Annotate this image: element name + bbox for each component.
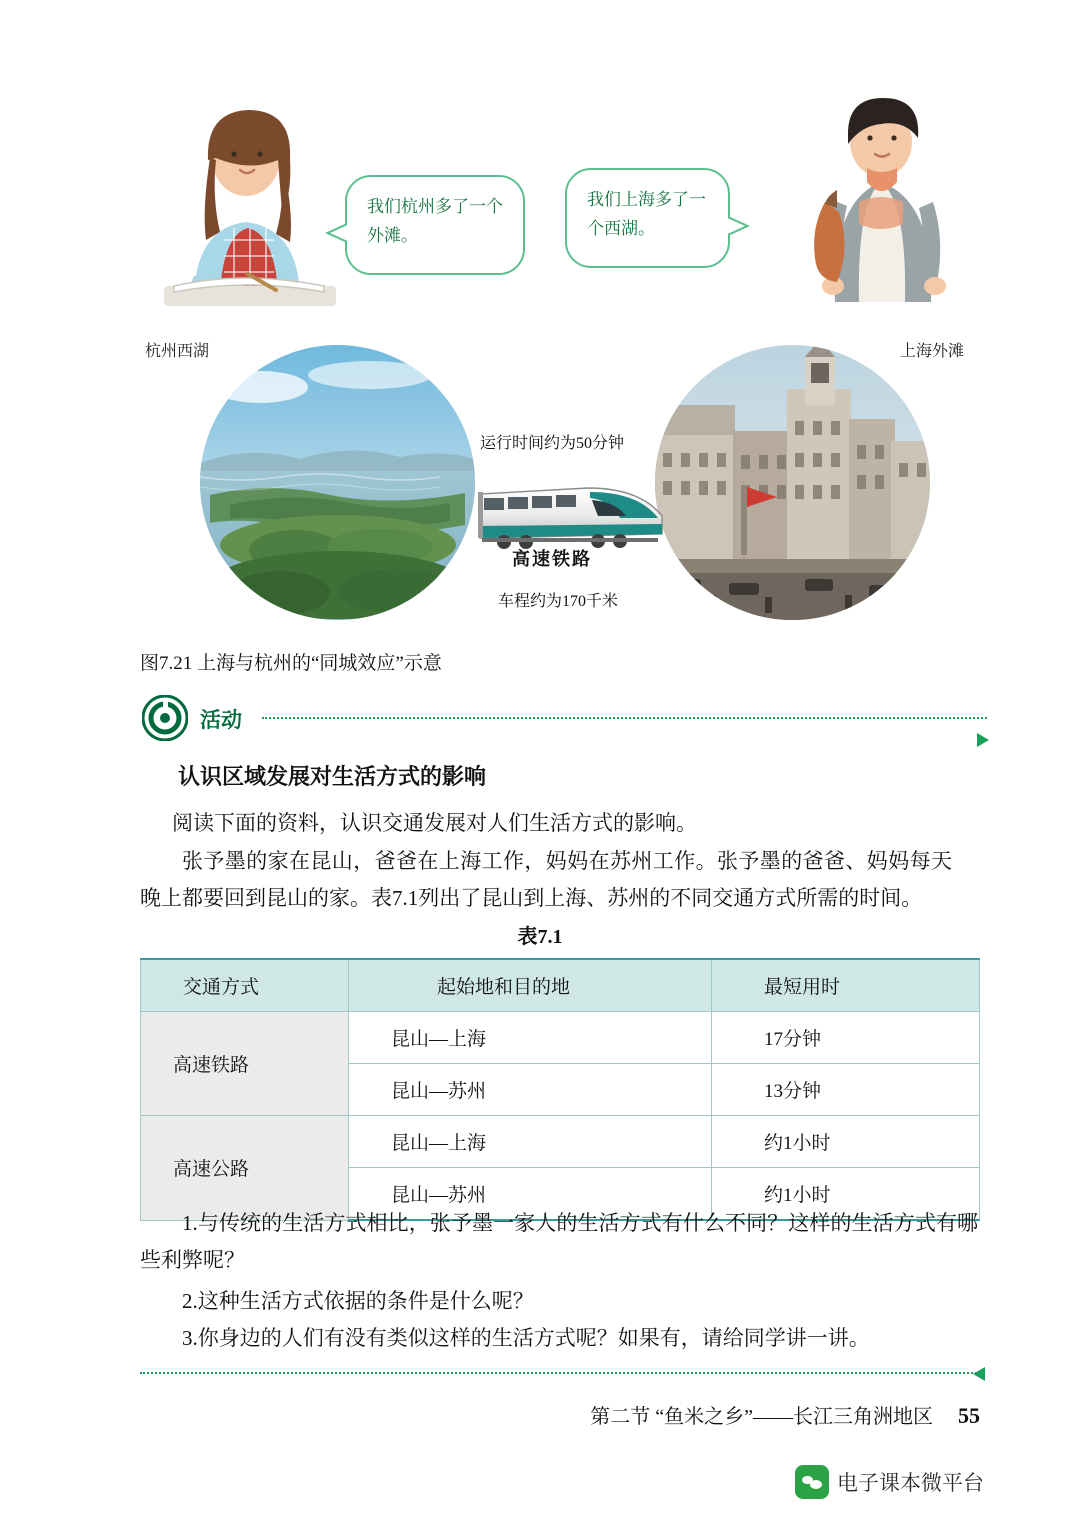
activity-icon — [142, 695, 188, 741]
table-cell-mode-rail: 高速铁路 — [141, 1012, 349, 1116]
table-cell-route: 昆山—苏州 — [349, 1064, 712, 1116]
table-cell-time: 13分钟 — [712, 1064, 980, 1116]
bubble-tail-inner-icon — [723, 216, 745, 236]
table-header-route: 起始地和目的地 — [349, 959, 712, 1012]
activity-paragraph-1: 阅读下面的资料，认识交通发展对人们生活方式的影响。 — [172, 811, 697, 835]
activity-question-3: 3.你身边的人们有没有类似这样的生活方式呢？如果有，请给同学讲一讲。 — [182, 1326, 870, 1350]
table-cell-route: 昆山—苏州 — [349, 1168, 712, 1221]
footer-section-title: 第二节 “鱼米之乡”——长江三角洲地区 — [590, 1406, 933, 1428]
speech-bubble-hangzhou-text: 我们杭州多了一个外滩。 — [367, 197, 503, 245]
figure-illustration — [140, 90, 1000, 630]
table-cell-time: 17分钟 — [712, 1012, 980, 1064]
bubble-tail-inner-icon — [330, 223, 352, 243]
activity-question-2: 2.这种生活方式依据的条件是什么呢？ — [182, 1289, 534, 1313]
table-cell-time: 约1小时 — [712, 1168, 980, 1221]
table-cell-time: 约1小时 — [712, 1116, 980, 1168]
girl-illustration — [150, 100, 350, 310]
activity-divider-bottom — [140, 1372, 985, 1374]
arrow-right-icon — [977, 733, 989, 747]
photo-west-lake — [200, 345, 475, 620]
page-footer — [0, 1400, 980, 1429]
speech-bubble-shanghai-text: 我们上海多了一个西湖。 — [587, 190, 706, 238]
train-travel-time: 运行时间约为50分钟 — [480, 435, 625, 452]
table-cell-route: 昆山—上海 — [349, 1012, 712, 1064]
table-row — [141, 1012, 980, 1064]
watermark — [795, 1462, 984, 1502]
train-distance: 车程约为170千米 — [498, 593, 619, 610]
figure-caption: 图7.21 上海与杭州的“同城效应”示意 — [140, 653, 442, 674]
table-header-time: 最短用时 — [712, 959, 980, 1012]
activity-title: 活动 — [200, 709, 242, 732]
arrow-left-icon — [973, 1367, 985, 1381]
page-number: 55 — [958, 1403, 980, 1428]
activity-paragraph-2: 张予墨的家在昆山，爸爸在上海工作，妈妈在苏州工作。张予墨的爸爸、妈妈每天晚上都要回到昆山的家。表7.1列出了昆山到上海、苏州的不同交通方式所需的时间。 — [140, 849, 952, 910]
train-label: 高速铁路 — [512, 549, 592, 569]
watermark-logo-icon — [795, 1465, 829, 1499]
table-header-mode: 交通方式 — [141, 959, 349, 1012]
photo-the-bund — [655, 345, 930, 620]
boy-illustration — [785, 90, 985, 305]
table-title: 表7.1 — [517, 926, 563, 948]
activity-question-1: 1.与传统的生活方式相比，张予墨一家人的生活方式有什么不同？这样的生活方式有哪些利弊呢？ — [140, 1211, 978, 1272]
table-header-row — [141, 959, 980, 1012]
table-row — [141, 1116, 980, 1168]
activity-header — [142, 695, 987, 741]
watermark-text: 电子课本微平台 — [837, 1472, 984, 1495]
speech-bubble-hangzhou — [345, 175, 525, 275]
table-cell-mode-expressway: 高速公路 — [141, 1116, 349, 1221]
table-cell-route: 昆山—上海 — [349, 1116, 712, 1168]
label-hangzhou-west-lake: 杭州西湖 — [145, 343, 210, 360]
speech-bubble-shanghai — [565, 168, 730, 268]
label-shanghai-bund: 上海外滩 — [900, 343, 965, 360]
transport-time-table — [140, 958, 980, 1221]
activity-subtitle: 认识区域发展对生活方式的影响 — [178, 764, 487, 789]
activity-divider-top — [262, 717, 987, 719]
